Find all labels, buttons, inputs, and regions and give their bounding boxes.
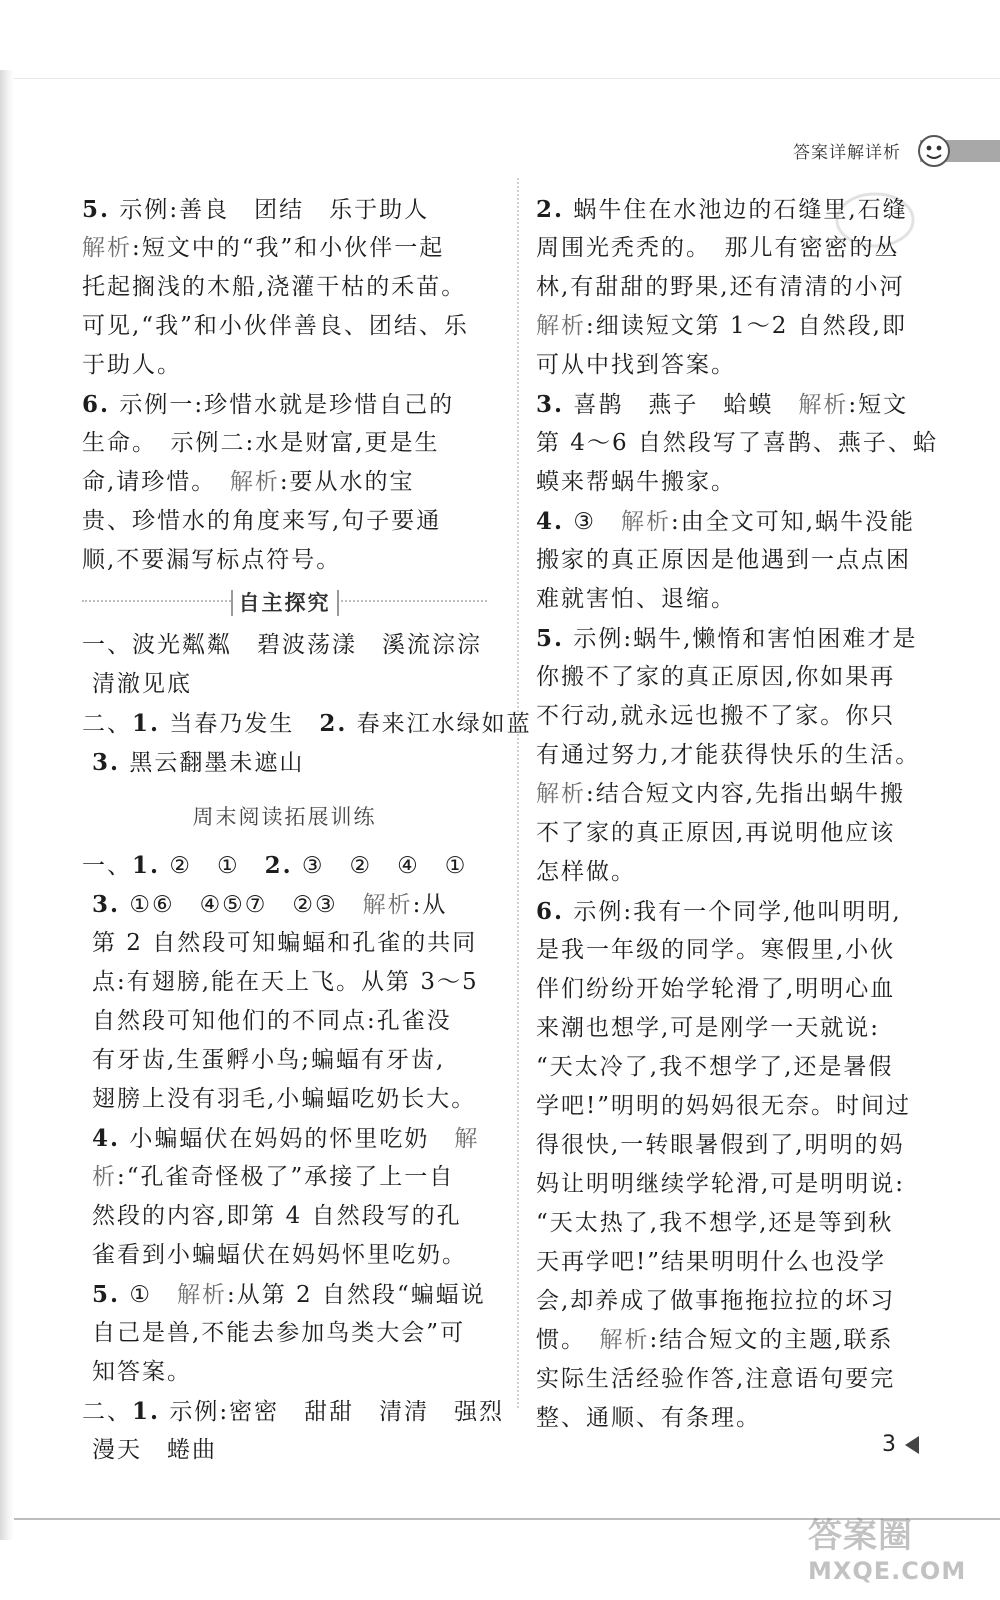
answer-text: “天太冷了,我不想学了,还是暑假 <box>536 1054 894 1080</box>
answer-text: 可从中找到答案。 <box>536 352 736 378</box>
text-line <box>536 1282 941 1321</box>
text-line <box>82 665 487 704</box>
text-line <box>82 1197 487 1236</box>
analysis-label: 解析 <box>599 1327 650 1353</box>
answer-text: 蟆来帮蜗牛搬家。 <box>536 469 736 495</box>
text-line <box>82 846 487 885</box>
answer-text: 有牙齿,生蛋孵小鸟;蝙蝠有牙齿, <box>92 1047 446 1073</box>
question-number: 3. <box>536 391 565 418</box>
text-line <box>82 190 487 229</box>
text-line <box>536 931 941 970</box>
answer-text: 生命。 示例二:水是财富,更是生 <box>82 430 440 456</box>
answer-text: 一、波光粼粼 碧波荡漾 溪流淙淙 <box>82 632 482 658</box>
answer-text: :短文 <box>848 392 909 418</box>
question-number: 1. <box>132 710 161 737</box>
answer-text: 不了家的真正原因,再说明他应该 <box>536 820 896 846</box>
text-line <box>536 697 941 736</box>
column-divider <box>517 178 519 1408</box>
answer-text: 是我一年级的同学。寒假里,小伙 <box>536 937 896 963</box>
answer-text: 不行动,就永远也搬不了家。你只 <box>536 703 896 729</box>
text-line <box>536 1243 941 1282</box>
question-number: 1. <box>132 852 161 879</box>
question-number: 2. <box>319 710 348 737</box>
answer-text: 二、 <box>82 711 132 737</box>
question-number: 5. <box>82 196 111 223</box>
text-line <box>82 346 487 385</box>
answer-text: :短文中的“我”和小伙伴一起 <box>132 235 445 261</box>
answer-text: 示例:善良 团结 乐于助人 <box>110 197 430 223</box>
analysis-label: 解析 <box>620 509 671 535</box>
text-line <box>82 463 487 502</box>
analysis-label: 解析 <box>82 235 132 261</box>
answer-text: 怎样做。 <box>536 859 636 885</box>
text-line <box>82 1119 487 1158</box>
answer-text: :从 <box>412 892 448 918</box>
watermark-brand: 答案圈 <box>808 1516 913 1556</box>
text-line <box>536 268 941 307</box>
answer-text: 一、 <box>82 853 132 879</box>
answer-text: 托起搁浅的木船,浇灌干枯的禾苗。 <box>82 274 467 300</box>
answer-text: 有通过努力,才能获得快乐的生活。 <box>536 742 921 768</box>
answer-text: 翅膀上没有羽毛,小蝙蝠吃奶长大。 <box>92 1086 477 1112</box>
answer-text: 春来江水绿如蓝 <box>347 711 532 737</box>
answer-text: 妈让明明继续学轮滑,可是明明说: <box>536 1171 906 1197</box>
answer-text: 当春乃发生 <box>160 711 320 737</box>
answer-text: 会,却养成了做事拖拖拉拉的坏习 <box>536 1288 896 1314</box>
answer-text: :结合短文的主题,联系 <box>649 1327 894 1353</box>
text-line <box>536 619 941 658</box>
watermark-url: MXQE.COM <box>808 1557 967 1585</box>
text-line <box>536 1009 941 1048</box>
analysis-label: 析 <box>92 1164 117 1190</box>
answer-text: 蜗牛住在水池边的石缝里,石缝 <box>564 197 908 223</box>
analysis-label: 解析 <box>229 469 280 495</box>
text-line <box>82 1314 487 1353</box>
answer-text: 顺,不要漏写标点符号。 <box>82 547 342 573</box>
answer-text: ③ ② ④ ① <box>292 853 468 879</box>
text-line <box>536 775 941 814</box>
answer-text: 贵、珍惜水的角度来写,句子要通 <box>82 508 442 534</box>
answer-text: ② ① <box>160 853 265 879</box>
question-number: 4. <box>536 508 565 535</box>
text-line <box>536 1321 941 1360</box>
text-line <box>536 1165 941 1204</box>
answer-text: 整、通顺、有条理。 <box>536 1405 761 1431</box>
answer-text: 实际生活经验作答,注意语句要完 <box>536 1366 896 1392</box>
answer-text: 雀看到小蝙蝠伏在妈妈怀里吃奶。 <box>92 1242 467 1268</box>
text-line <box>536 307 941 346</box>
question-number: 3. <box>92 891 121 918</box>
answer-text: 伴们纷纷开始学轮滑了,明明心血 <box>536 976 896 1002</box>
text-line <box>536 1360 941 1399</box>
page-top-edge <box>14 78 1000 79</box>
text-line <box>536 814 941 853</box>
text-line <box>536 385 941 424</box>
question-number: 3. <box>92 749 121 776</box>
answer-text: :结合短文内容,先指出蜗牛搬 <box>586 781 906 807</box>
text-line <box>536 853 941 892</box>
text-line <box>82 1002 487 1041</box>
text-line <box>536 580 941 619</box>
analysis-label: 解析 <box>362 892 413 918</box>
text-line <box>536 892 941 931</box>
answer-text: 知答案。 <box>92 1359 192 1385</box>
answer-text: ③ <box>564 509 621 535</box>
analysis-label: 解析 <box>536 313 586 339</box>
answer-text: 第 2 自然段可知蝙蝠和孔雀的共同 <box>92 930 478 956</box>
text-line <box>536 1204 941 1243</box>
text-line <box>536 229 941 268</box>
answer-text: 示例一:珍惜水就是珍惜自己的 <box>110 392 455 418</box>
question-number: 6. <box>536 898 565 925</box>
text-line <box>536 541 941 580</box>
text-line <box>536 190 941 229</box>
text-line <box>536 736 941 775</box>
question-number: 2. <box>536 196 565 223</box>
text-line <box>536 1399 941 1438</box>
answer-text: 自然段可知他们的不同点:孔雀没 <box>92 1008 452 1034</box>
text-line <box>82 1158 487 1197</box>
answer-text: “天太热了,我不想学,还是等到秋 <box>536 1210 894 1236</box>
text-line <box>82 626 487 665</box>
answer-text: 点:有翅膀,能在天上飞。从第 3～5 <box>92 969 479 995</box>
page-arrow-icon <box>905 1436 919 1454</box>
text-line <box>82 307 487 346</box>
text-line <box>536 658 941 697</box>
text-line <box>536 1126 941 1165</box>
answer-text: :从第 2 自然段“蝙蝠说 <box>226 1282 486 1308</box>
answer-text: 喜鹊 燕子 蛤蟆 <box>564 392 799 418</box>
text-line <box>82 229 487 268</box>
answer-text: ①⑥ ④⑤⑦ ②③ <box>120 892 363 918</box>
text-line <box>82 1236 487 1275</box>
analysis-label: 解析 <box>176 1282 227 1308</box>
text-line <box>536 1087 941 1126</box>
answer-text: 黑云翻墨未遮山 <box>120 750 305 776</box>
text-line <box>82 963 487 1002</box>
answer-text: :“孔雀奇怪极了”承接了上一自 <box>117 1164 455 1190</box>
answer-text: 漫天 蜷曲 <box>92 1437 217 1463</box>
text-line <box>536 970 941 1009</box>
answer-text: 难就害怕、退缩。 <box>536 586 736 612</box>
text-line <box>82 268 487 307</box>
text-line <box>536 346 941 385</box>
answer-text: 于助人。 <box>82 352 182 378</box>
section-heading-label: 自主探究 <box>231 590 339 616</box>
answer-text: 第 4～6 自然段写了喜鹊、燕子、蛤 <box>536 430 938 456</box>
text-line <box>536 424 941 463</box>
text-line <box>82 1080 487 1119</box>
text-line <box>82 541 487 580</box>
answer-text: :细读短文第 1～2 自然段,即 <box>586 313 907 339</box>
answer-text: 小蝙蝠伏在妈妈的怀里吃奶 <box>120 1126 455 1152</box>
text-line <box>82 924 487 963</box>
text-line <box>82 385 487 424</box>
text-line <box>82 1041 487 1080</box>
answer-text: 示例:密密 甜甜 清清 强烈 <box>160 1399 505 1425</box>
answer-text: 示例:我有一个同学,他叫明明, <box>564 899 902 925</box>
answer-text: 搬家的真正原因是他遇到一点点困 <box>536 547 911 573</box>
question-number: 5. <box>92 1281 121 1308</box>
answer-text: 林,有甜甜的野果,还有清清的小河 <box>536 274 905 300</box>
answer-text: :由全文可知,蜗牛没能 <box>670 509 916 535</box>
answer-text: 示例:蜗牛,懒惰和害怕困难才是 <box>564 626 918 652</box>
answer-text: 可见,“我”和小伙伴善良、团结、乐 <box>82 313 469 339</box>
answer-text: 学吧!”明明的妈妈很无奈。时间过 <box>536 1093 912 1119</box>
text-line <box>82 502 487 541</box>
answer-text: ① <box>120 1282 177 1308</box>
answer-text: 二、 <box>82 1399 132 1425</box>
text-line <box>82 1431 487 1470</box>
question-number: 6. <box>82 391 111 418</box>
answer-text: 得很快,一转眼暑假到了,明明的妈 <box>536 1132 905 1158</box>
text-line <box>82 1275 487 1314</box>
text-line <box>536 463 941 502</box>
section-heading <box>82 584 487 624</box>
question-number: 2. <box>264 852 293 879</box>
text-line <box>82 885 487 924</box>
header-emblem-icon <box>917 134 951 168</box>
right-answer-column <box>536 190 941 1438</box>
answer-text: 自己是兽,不能去参加鸟类大会”可 <box>92 1320 466 1346</box>
section-title: 周末阅读拓展训练 <box>192 805 377 829</box>
page-number: 3 <box>882 1432 896 1457</box>
question-number: 5. <box>536 625 565 652</box>
text-line <box>82 743 487 782</box>
watermark <box>808 1508 1000 1585</box>
text-line <box>82 1392 505 1431</box>
text-line <box>82 704 532 743</box>
answer-text: 然段的内容,即第 4 自然段写的孔 <box>92 1203 462 1229</box>
analysis-label: 解 <box>454 1126 480 1152</box>
page-left-shadow <box>0 70 14 1540</box>
question-number: 4. <box>92 1125 121 1152</box>
left-answer-column <box>82 190 532 1470</box>
answer-text: :要从水的宝 <box>279 469 415 495</box>
answer-text: 你搬不了家的真正原因,你如果再 <box>536 664 896 690</box>
answer-text: 天再学吧!”结果明明什么也没学 <box>536 1249 887 1275</box>
text-line <box>536 502 941 541</box>
answer-text: 清澈见底 <box>92 671 192 697</box>
text-line <box>82 1353 487 1392</box>
analysis-label: 解析 <box>536 781 586 807</box>
analysis-label: 解析 <box>798 392 849 418</box>
answer-text: 惯。 <box>536 1327 600 1353</box>
answer-text: 来潮也想学,可是刚学一天就说: <box>536 1015 881 1041</box>
question-number: 1. <box>132 1398 161 1425</box>
text-line <box>82 424 487 463</box>
header-label: 答案详解详析 <box>793 143 901 163</box>
answer-text: 周围光秃秃的。 那儿有密密的丛 <box>536 235 900 261</box>
text-line <box>536 1048 941 1087</box>
answer-text: 命,请珍惜。 <box>82 469 230 495</box>
